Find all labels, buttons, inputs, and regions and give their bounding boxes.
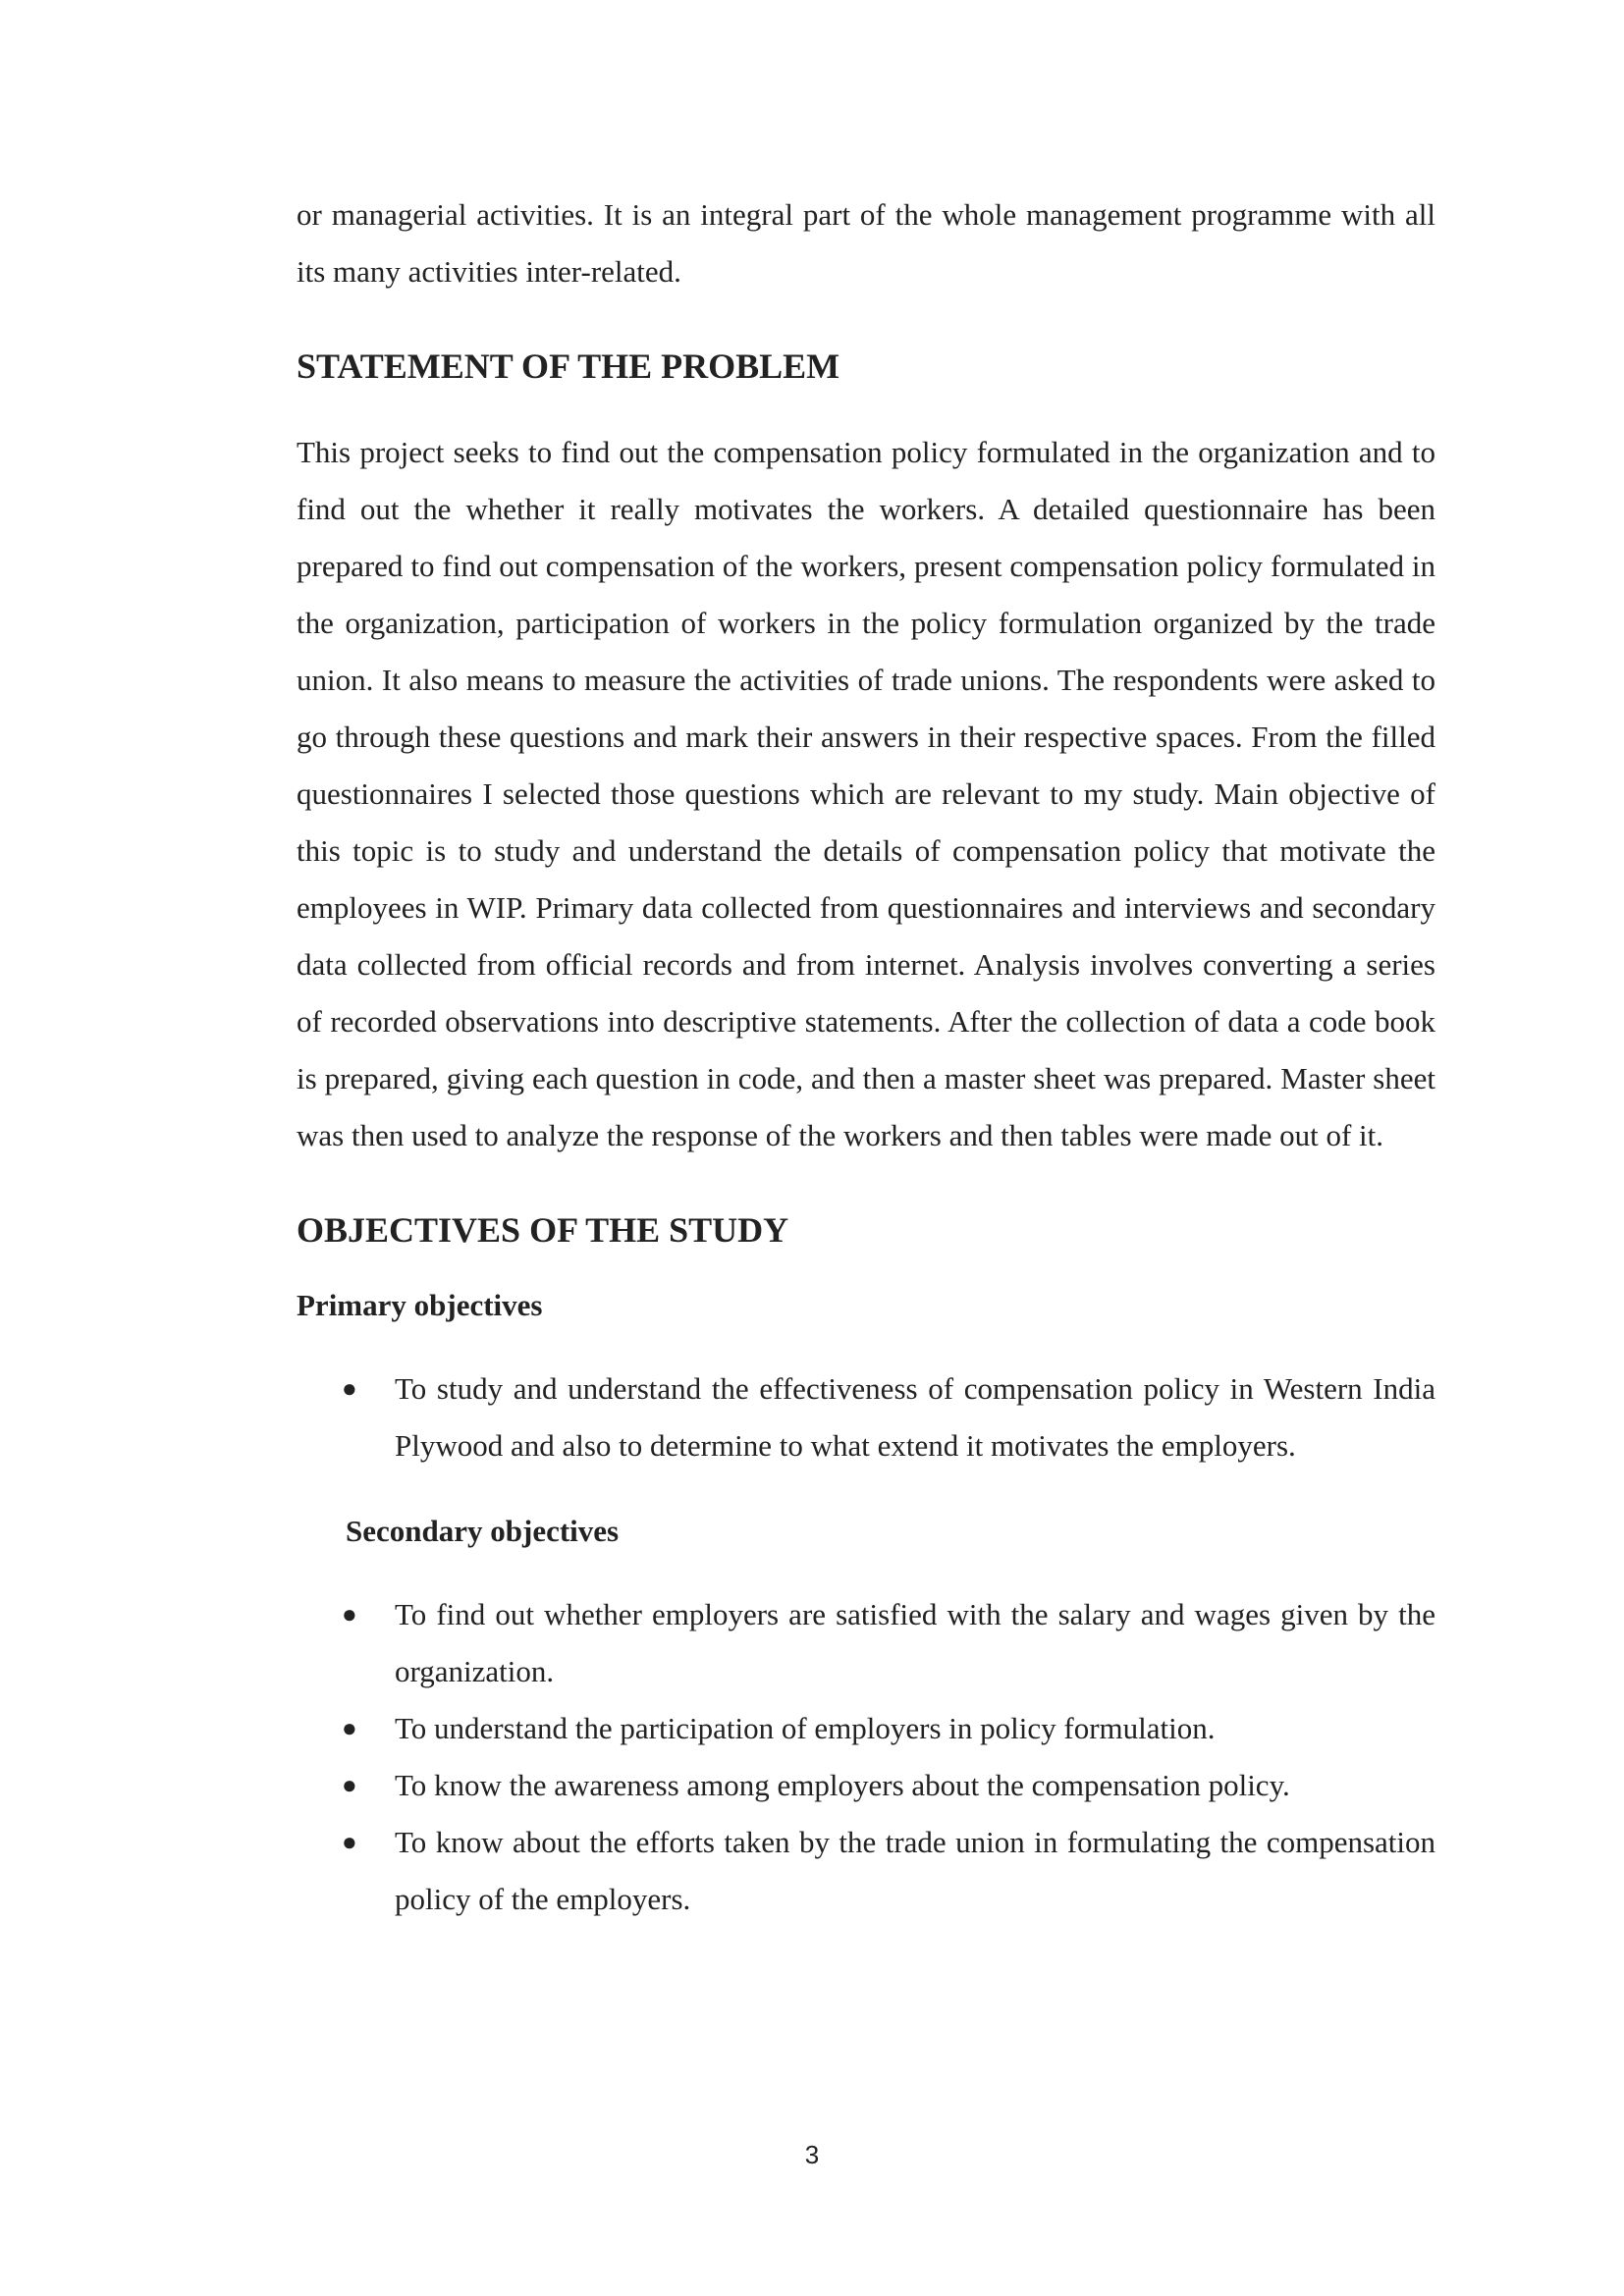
problem-heading: STATEMENT OF THE PROBLEM: [297, 347, 840, 386]
page-number: 3: [804, 2140, 820, 2169]
list-item-text: To know about the efforts taken by the trade union in formulating the compensation policy of the employers.: [395, 1825, 1435, 1916]
list-item-text: To know the awareness among employers about the compensation policy.: [395, 1768, 1290, 1802]
intro-paragraph: or managerial activities. It is an integral part of the whole management programme with all its many activities inter-related.: [297, 197, 1435, 289]
primary-objectives-heading: Primary objectives: [297, 1288, 543, 1322]
primary-objectives-list: [297, 1361, 1435, 1474]
page-body: [297, 187, 1435, 1928]
bullet-icon: ●: [342, 1374, 357, 1403]
problem-paragraph: This project seeks to find out the compensation policy formulated in the organization and to find out the whether it really motivates the workers. A detailed questionnaire has been prepared to find out compensation of the workers, present compensation policy formulated in the organization, participation of workers in the policy formulation organized by the trade union. It also means to measure the activities of trade unions. The respondents were asked to go through these questions and mark their answers in their respective spaces. From the filled questionnaires I selected those questions which are relevant to my study. Main objective of this topic is to study and understand the details of compensation policy that motivate the employees in WIP. Primary data collected from questionnaires and interviews and secondary data collected from official records and from internet. Analysis involves converting a series of recorded observations into descriptive statements. After the collection of data a code book is prepared, giving each question in code, and then a master sheet was prepared. Master sheet was then used to analyze the response of the workers and then tables were made out of it.: [297, 435, 1435, 1152]
bullet-icon: ●: [342, 1828, 357, 1856]
secondary-objectives-heading: Secondary objectives: [346, 1514, 620, 1548]
list-item-text: To study and understand the effectiveness of compensation policy in Western India Plywood and also to determine to what extend it motivates the employers.: [395, 1371, 1435, 1463]
bullet-icon: ●: [342, 1600, 357, 1629]
objectives-heading: OBJECTIVES OF THE STUDY: [297, 1210, 789, 1250]
list-item: [297, 1700, 1435, 1757]
list-item-text: To find out whether employers are satisfied with the salary and wages given by the organization.: [395, 1597, 1435, 1688]
list-item: [297, 1757, 1435, 1814]
list-item: [297, 1361, 1435, 1474]
bullet-icon: ●: [342, 1714, 357, 1742]
list-item-text: To understand the participation of employers in policy formulation.: [395, 1711, 1216, 1745]
list-item: [297, 1586, 1435, 1700]
secondary-objectives-list: [297, 1586, 1435, 1928]
list-item: [297, 1814, 1435, 1928]
bullet-icon: ●: [342, 1771, 357, 1799]
